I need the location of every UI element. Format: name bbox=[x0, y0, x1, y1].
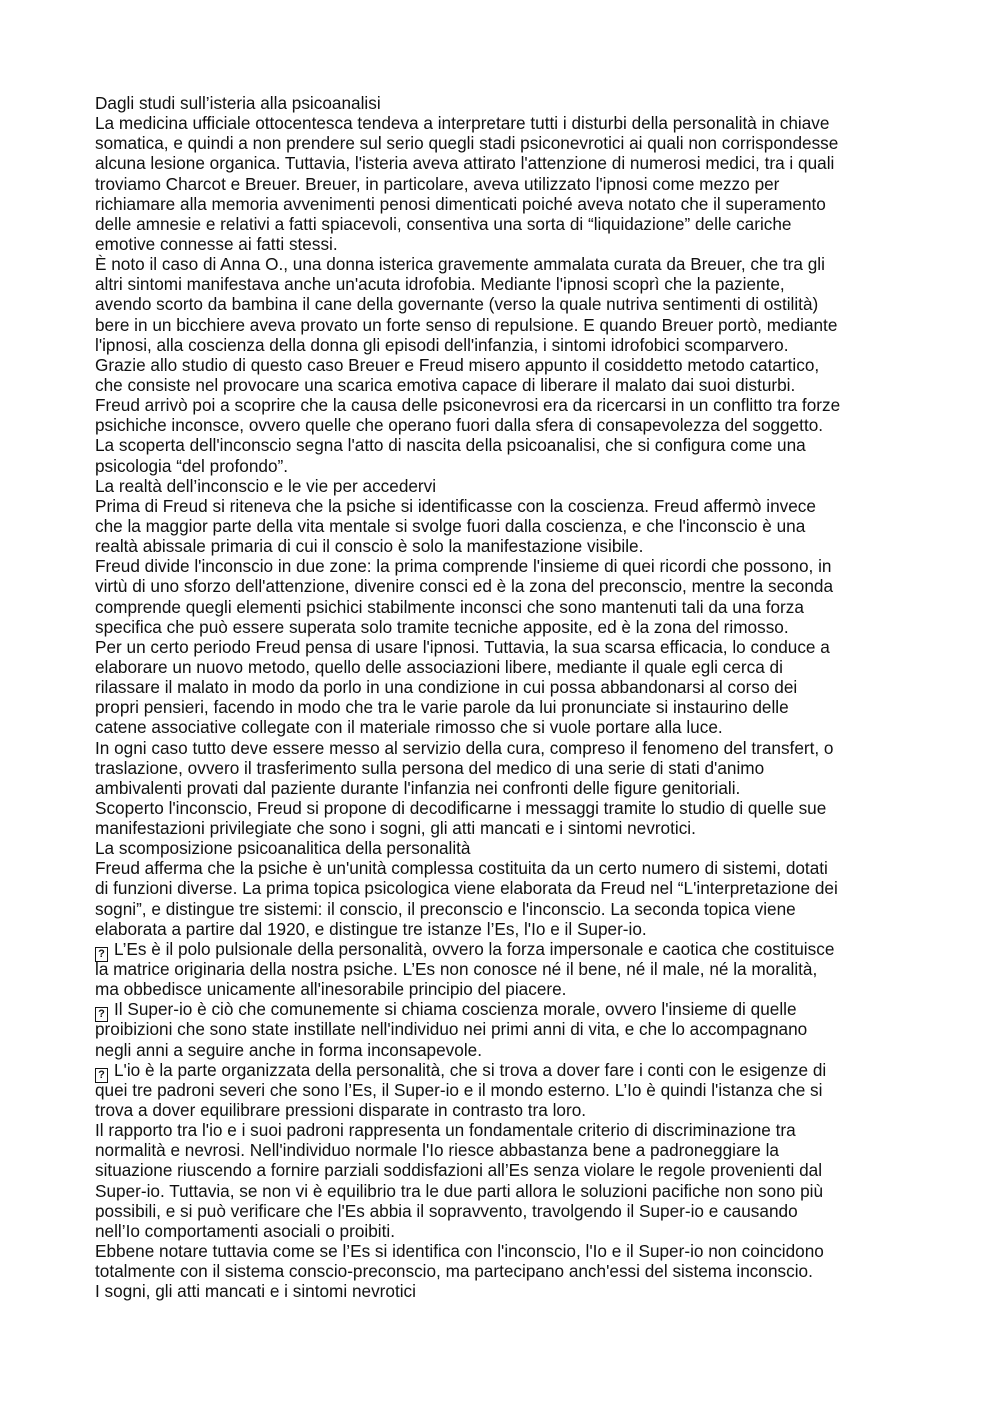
text-line bbox=[95, 939, 910, 959]
text-line bbox=[95, 435, 910, 455]
document-page bbox=[95, 93, 910, 1301]
text-line bbox=[95, 395, 910, 415]
text-line bbox=[95, 758, 910, 778]
text-line bbox=[95, 174, 910, 194]
line-text: proibizioni che sono state instillate nell'individuo nei primi anni di vita, e che lo accompagnano bbox=[95, 1019, 808, 1040]
line-text: elaborare un nuovo metodo, quello delle associazioni libere, mediante il quale egli cerca di bbox=[95, 656, 783, 677]
text-line bbox=[95, 274, 910, 294]
text-line bbox=[95, 1281, 910, 1301]
text-line bbox=[95, 415, 910, 435]
line-text: somatica, e quindi a non prendere sul serio quegli stadi psiconevrotici ai quali non corrispondesse bbox=[95, 133, 839, 154]
text-line bbox=[95, 93, 910, 113]
line-text: specifica che può essere superata solo tramite tecniche apposite, ed è la zona del rimosso. bbox=[95, 616, 789, 637]
line-text: La scoperta dell'inconscio segna l'atto di nascita della psicoanalisi, che si configura come una bbox=[95, 435, 806, 456]
line-text: emotive connesse ai fatti stessi. bbox=[95, 233, 338, 254]
text-line bbox=[95, 516, 910, 536]
line-text: ambivalenti provati dal paziente durante l'infanzia nei confronti delle figure genitoriali. bbox=[95, 777, 741, 798]
line-text: di funzioni diverse. La prima topica psicologica viene elaborata da Freud nel “L'interpretazione dei bbox=[95, 878, 838, 899]
text-line bbox=[95, 778, 910, 798]
line-text: normalità e nevrosi. Nell'individuo normale l'Io riesce abbastanza bene a padroneggiare la bbox=[95, 1140, 779, 1161]
text-line bbox=[95, 1100, 910, 1120]
line-text: negli anni a seguire anche in forma inconsapevole. bbox=[95, 1039, 482, 1060]
line-text: che consiste nel provocare una scarica emotiva capace di liberare il malato dai suoi disturbi. bbox=[95, 374, 796, 395]
line-text: avendo scorto da bambina il cane della governante (verso la quale nutriva sentimenti di ostilità) bbox=[95, 294, 819, 315]
line-text: Freud arrivò poi a scoprire che la causa delle psiconevrosi era da ricercarsi in un conflitto tra forze bbox=[95, 395, 841, 416]
text-line bbox=[95, 838, 910, 858]
line-text: rilassare il malato in modo da porlo in una condizione in cui possa abbandonarsi al corso dei bbox=[95, 677, 798, 698]
text-line bbox=[95, 1019, 910, 1039]
line-text: elaborata a partire dal 1920, e distingue tre istanze l’Es, l'Io e il Super-io. bbox=[95, 918, 647, 939]
text-line bbox=[95, 878, 910, 898]
text-line bbox=[95, 1140, 910, 1160]
line-text: È noto il caso di Anna O., una donna isterica gravemente ammalata curata da Breuer, che tra gli bbox=[95, 254, 825, 275]
text-line bbox=[95, 214, 910, 234]
unknown-glyph-icon: ? bbox=[95, 1068, 108, 1083]
line-text: Scoperto l'inconscio, Freud si propone di decodificarne i messaggi tramite lo studio di quelle sue bbox=[95, 797, 827, 818]
text-line bbox=[95, 697, 910, 717]
line-text: Super-io. Tuttavia, se non vi è equilibrio tra le due parti allora le soluzioni pacifiche non sono più bbox=[95, 1180, 824, 1201]
text-line bbox=[95, 919, 910, 939]
text-line bbox=[95, 858, 910, 878]
line-text: sogni”, e distingue tre sistemi: il conscio, il preconscio e l'inconscio. La seconda topica viene bbox=[95, 898, 796, 919]
line-text: troviamo Charcot e Breuer. Breuer, in particolare, aveva utilizzato l'ipnosi come mezzo per bbox=[95, 173, 780, 194]
text-line bbox=[95, 113, 910, 133]
line-text: altri sintomi manifestava anche un'acuta idrofobia. Mediante l'ipnosi scoprì che la paziente, bbox=[95, 274, 785, 295]
line-text: I sogni, gli atti mancati e i sintomi nevrotici bbox=[95, 1281, 416, 1302]
line-text: comprende quegli elementi psichici stabilmente inconsci che sono mantenuti tali da una forza bbox=[95, 596, 804, 617]
line-text: totalmente con il sistema conscio-preconscio, ma partecipano anch'essi del sistema inconscio. bbox=[95, 1261, 813, 1282]
text-line bbox=[95, 1060, 910, 1080]
line-text: La medicina ufficiale ottocentesca tendeva a interpretare tutti i disturbi della personalità in chiave bbox=[95, 113, 830, 134]
text-line bbox=[95, 738, 910, 758]
line-text: situazione riuscendo a fornire parziali soddisfazioni all’Es senza violare le regole provenienti dal bbox=[95, 1160, 823, 1181]
line-text: Dagli studi sull’isteria alla psicoanalisi bbox=[95, 93, 381, 113]
line-text: nell’Io comportamenti asociali o proibiti. bbox=[95, 1220, 395, 1241]
text-line bbox=[95, 355, 910, 375]
text-line bbox=[95, 1040, 910, 1060]
text-line bbox=[95, 1241, 910, 1261]
text-line bbox=[95, 1080, 910, 1100]
line-text: L'io è la parte organizzata della personalità, che si trova a dover fare i conti con le esigenze di bbox=[114, 1059, 827, 1080]
text-line bbox=[95, 294, 910, 314]
line-text: trova a dover equilibrare pressioni disparate in contrasto tra loro. bbox=[95, 1100, 587, 1121]
text-line bbox=[95, 536, 910, 556]
text-line bbox=[95, 818, 910, 838]
line-text: psicologia “del profondo”. bbox=[95, 455, 288, 476]
line-text: Il Super-io è ciò che comunemente si chiama coscienza morale, ovvero l'insieme di quelle bbox=[114, 999, 797, 1020]
line-text: Per un certo periodo Freud pensa di usare l'ipnosi. Tuttavia, la sua scarsa efficacia, lo conduce a bbox=[95, 636, 830, 657]
line-text: quei tre padroni severi che sono l’Es, il Super-io e il mondo esterno. L’Io è quindi l'istanza che si bbox=[95, 1079, 823, 1100]
line-text: alcuna lesione organica. Tuttavia, l'isteria aveva attirato l'attenzione di numerosi medici, tra i quali bbox=[95, 153, 835, 174]
text-line bbox=[95, 617, 910, 637]
line-text: catene associative collegate con il materiale rimosso che si vuole portare alla luce. bbox=[95, 717, 723, 738]
text-line bbox=[95, 476, 910, 496]
text-line bbox=[95, 335, 910, 355]
text-line bbox=[95, 1201, 910, 1221]
text-line bbox=[95, 153, 910, 173]
text-line bbox=[95, 315, 910, 335]
text-line bbox=[95, 979, 910, 999]
text-line bbox=[95, 375, 910, 395]
line-text: che la maggior parte della vita mentale si svolge fuori dalla coscienza, e che l'inconscio è una bbox=[95, 515, 806, 536]
text-line bbox=[95, 1181, 910, 1201]
text-line bbox=[95, 1261, 910, 1281]
line-text: manifestazioni privilegiate che sono i sogni, gli atti mancati e i sintomi nevrotici. bbox=[95, 818, 696, 839]
line-text: Freud afferma che la psiche è un'unità complessa costituita da un certo numero di sistemi, dotati bbox=[95, 858, 828, 879]
unknown-glyph-icon: ? bbox=[95, 947, 108, 962]
text-line bbox=[95, 657, 910, 677]
text-line bbox=[95, 999, 910, 1019]
text-line bbox=[95, 677, 910, 697]
text-line bbox=[95, 194, 910, 214]
line-text: Grazie allo studio di questo caso Breuer e Freud misero appunto il cosiddetto metodo catartico, bbox=[95, 354, 820, 375]
line-text: delle amnesie e relativi a fatti spiacevoli, consentiva una sorta di “liquidazione” delle cariche bbox=[95, 213, 792, 234]
text-line bbox=[95, 254, 910, 274]
text-line bbox=[95, 496, 910, 516]
line-text: l'ipnosi, alla coscienza della donna gli episodi dell'infanzia, i sintomi idrofobici scomparvero. bbox=[95, 334, 789, 355]
text-line bbox=[95, 1120, 910, 1140]
line-text: realtà abissale primaria di cui il conscio è solo la manifestazione visibile. bbox=[95, 536, 644, 557]
line-text: la matrice originaria della nostra psiche. L’Es non conosce né il bene, né il male, né la moralità, bbox=[95, 959, 818, 980]
text-line bbox=[95, 234, 910, 254]
text-line bbox=[95, 1221, 910, 1241]
text-line bbox=[95, 899, 910, 919]
line-text: virtù di uno sforzo dell'attenzione, divenire consci ed è la zona del preconscio, mentre la seconda bbox=[95, 576, 833, 597]
text-line bbox=[95, 576, 910, 596]
text-line bbox=[95, 1160, 910, 1180]
line-text: possibili, e si può verificare che l'Es abbia il sopravvento, travolgendo il Super-io e causando bbox=[95, 1200, 798, 1221]
line-text: Ebbene notare tuttavia come se l’Es si identifica con l'inconscio, l'Io e il Super-io non coincidono bbox=[95, 1241, 824, 1262]
line-text: Il rapporto tra l'io e i suoi padroni rappresenta un fondamentale criterio di discriminazione tra bbox=[95, 1120, 796, 1141]
text-line bbox=[95, 798, 910, 818]
line-text: Freud divide l'inconscio in due zone: la prima comprende l'insieme di quei ricordi che possono, in bbox=[95, 556, 832, 577]
text-line bbox=[95, 717, 910, 737]
line-text: ma obbedisce unicamente all'inesorabile principio del piacere. bbox=[95, 979, 567, 1000]
text-line bbox=[95, 597, 910, 617]
text-line bbox=[95, 959, 910, 979]
line-text: propri pensieri, facendo in modo che tra le varie parole da lui pronunciate si instaurino delle bbox=[95, 697, 789, 718]
text-line bbox=[95, 456, 910, 476]
line-text: richiamare alla memoria avvenimenti penosi dimenticati poiché aveva notato che il superamento bbox=[95, 193, 826, 214]
line-text: L’Es è il polo pulsionale della personalità, ovvero la forza impersonale e caotica che costituisce bbox=[114, 938, 835, 959]
line-text: Prima di Freud si riteneva che la psiche si identificasse con la coscienza. Freud affermò invece bbox=[95, 495, 816, 516]
line-text: bere in un bicchiere aveva provato un forte senso di repulsione. E quando Breuer portò, mediante bbox=[95, 314, 838, 335]
line-text: La scomposizione psicoanalitica della personalità bbox=[95, 838, 471, 859]
line-text: La realtà dell’inconscio e le vie per accedervi bbox=[95, 475, 437, 496]
text-line bbox=[95, 637, 910, 657]
line-text: traslazione, ovvero il trasferimento sulla persona del medico di una serie di stati d'animo bbox=[95, 757, 765, 778]
text-line bbox=[95, 556, 910, 576]
line-text: In ogni caso tutto deve essere messo al servizio della cura, compreso il fenomeno del transfert, o bbox=[95, 737, 834, 758]
unknown-glyph-icon: ? bbox=[95, 1007, 108, 1022]
text-line bbox=[95, 133, 910, 153]
line-text: psichiche inconsce, ovvero quelle che operano fuori dalla sfera di consapevolezza del soggetto. bbox=[95, 415, 824, 436]
